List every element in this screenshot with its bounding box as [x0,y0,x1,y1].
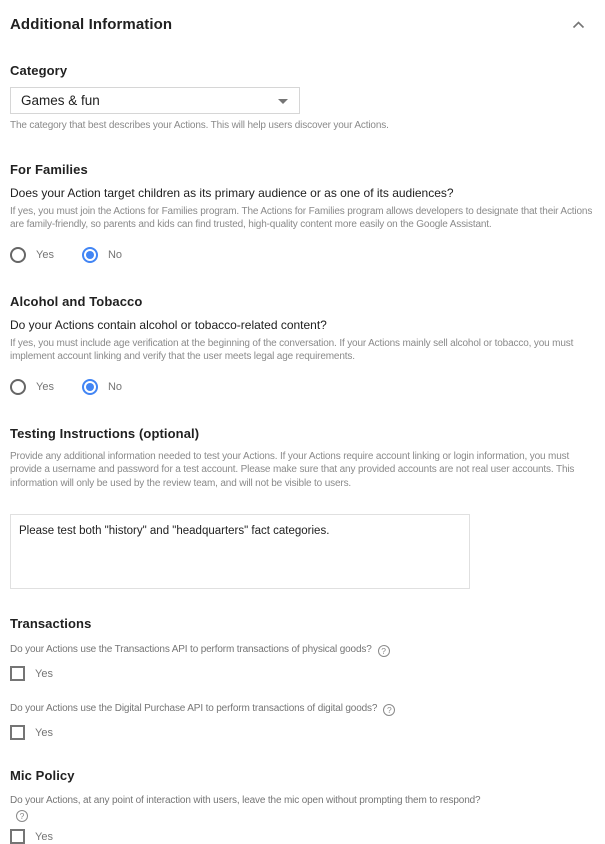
category-selected-value: Games & fun [21,93,100,108]
dropdown-caret-icon [278,99,288,104]
transactions-digital-question: Do your Actions use the Digital Purchase API to perform transactions of digital goods? ? [10,702,595,716]
alcohol-tobacco-no-radio[interactable] [82,379,98,395]
alcohol-tobacco-yes-label: Yes [36,380,54,393]
for-families-no-radio[interactable] [82,247,98,263]
transactions-physical-checkbox[interactable] [10,666,25,681]
help-icon[interactable]: ? [378,645,390,657]
mic-policy-section [10,768,595,844]
mic-policy-checkbox-label: Yes [35,830,53,843]
mic-policy-checkbox-row[interactable] [10,829,595,844]
alcohol-tobacco-radio-option-yes[interactable] [10,379,54,395]
category-select[interactable] [10,87,300,114]
testing-instructions-section [10,426,595,590]
transactions-physical-checkbox-row[interactable] [10,666,595,681]
alcohol-tobacco-helper-text: If yes, you must include age verification at the beginning of the conversation. If your Actions mainly sell alcohol or tobacco, you must implement account linking and verify that the user meets legal age requirements. [10,337,574,362]
transactions-digital-checkbox[interactable] [10,725,25,740]
testing-instructions-heading: Testing Instructions (optional) [10,425,200,441]
alcohol-tobacco-section [10,294,595,395]
transactions-physical-question: Do your Actions use the Transactions API to perform transactions of physical goods? ? [10,643,595,657]
transactions-section [10,616,595,740]
panel-title: Additional Information [10,16,173,33]
alcohol-tobacco-radio-option-no[interactable] [82,379,122,395]
alcohol-tobacco-no-label: No [107,380,123,393]
for-families-yes-radio[interactable] [10,247,26,263]
category-section [10,63,595,133]
for-families-radio-option-no[interactable] [82,247,122,263]
alcohol-tobacco-heading: Alcohol and Tobacco [10,293,143,309]
for-families-radio-group [10,247,595,263]
transactions-digital-checkbox-row[interactable] [10,725,595,740]
category-helper-text: The category that best describes your Actions. This will help users discover your Actions. [10,120,389,131]
help-icon[interactable]: ? [16,810,28,822]
mic-policy-checkbox[interactable] [10,829,25,844]
mic-policy-heading: Mic Policy [10,768,75,783]
transactions-heading: Transactions [10,616,92,631]
alcohol-tobacco-yes-radio[interactable] [10,379,26,395]
transactions-digital-checkbox-label: Yes [35,726,53,739]
panel-header [10,16,595,33]
alcohol-tobacco-radio-group [10,379,595,395]
category-label: Category [10,63,68,78]
chevron-up-icon [572,17,585,32]
for-families-yes-label: Yes [36,248,54,261]
for-families-heading: For Families [10,161,88,177]
for-families-helper-text: If yes, you must join the Actions for Families program. The Actions for Families program allows developers to designate that their Actions are family-friendly, so parents and kids can find trusted, high-quality content more easily on the Google Assistant. [10,205,593,230]
transactions-physical-checkbox-label: Yes [35,667,53,680]
for-families-question: Does your Action target children as its primary audience or as one of its audiences? [10,185,454,200]
testing-instructions-helper-text: Provide any additional information needed to test your Actions. If your Actions require account linking or login information, you must provide a username and password for a test account. Please make sure that any provided accounts are not real user accounts. This information will only be used by the review team, and will not be visible to users. [10,450,575,489]
mic-policy-question: Do your Actions, at any point of interaction with users, leave the mic open without prompting them to respond?? [10,795,481,821]
help-icon[interactable]: ? [383,704,395,716]
testing-instructions-textarea[interactable]: Please test both "history" and "headquarters" fact categories. [10,514,470,589]
collapse-panel-button[interactable] [570,19,587,31]
for-families-no-label: No [107,248,123,261]
alcohol-tobacco-question: Do your Actions contain alcohol or tobacco-related content? [10,317,327,332]
for-families-radio-option-yes[interactable] [10,247,54,263]
for-families-section [10,162,595,263]
